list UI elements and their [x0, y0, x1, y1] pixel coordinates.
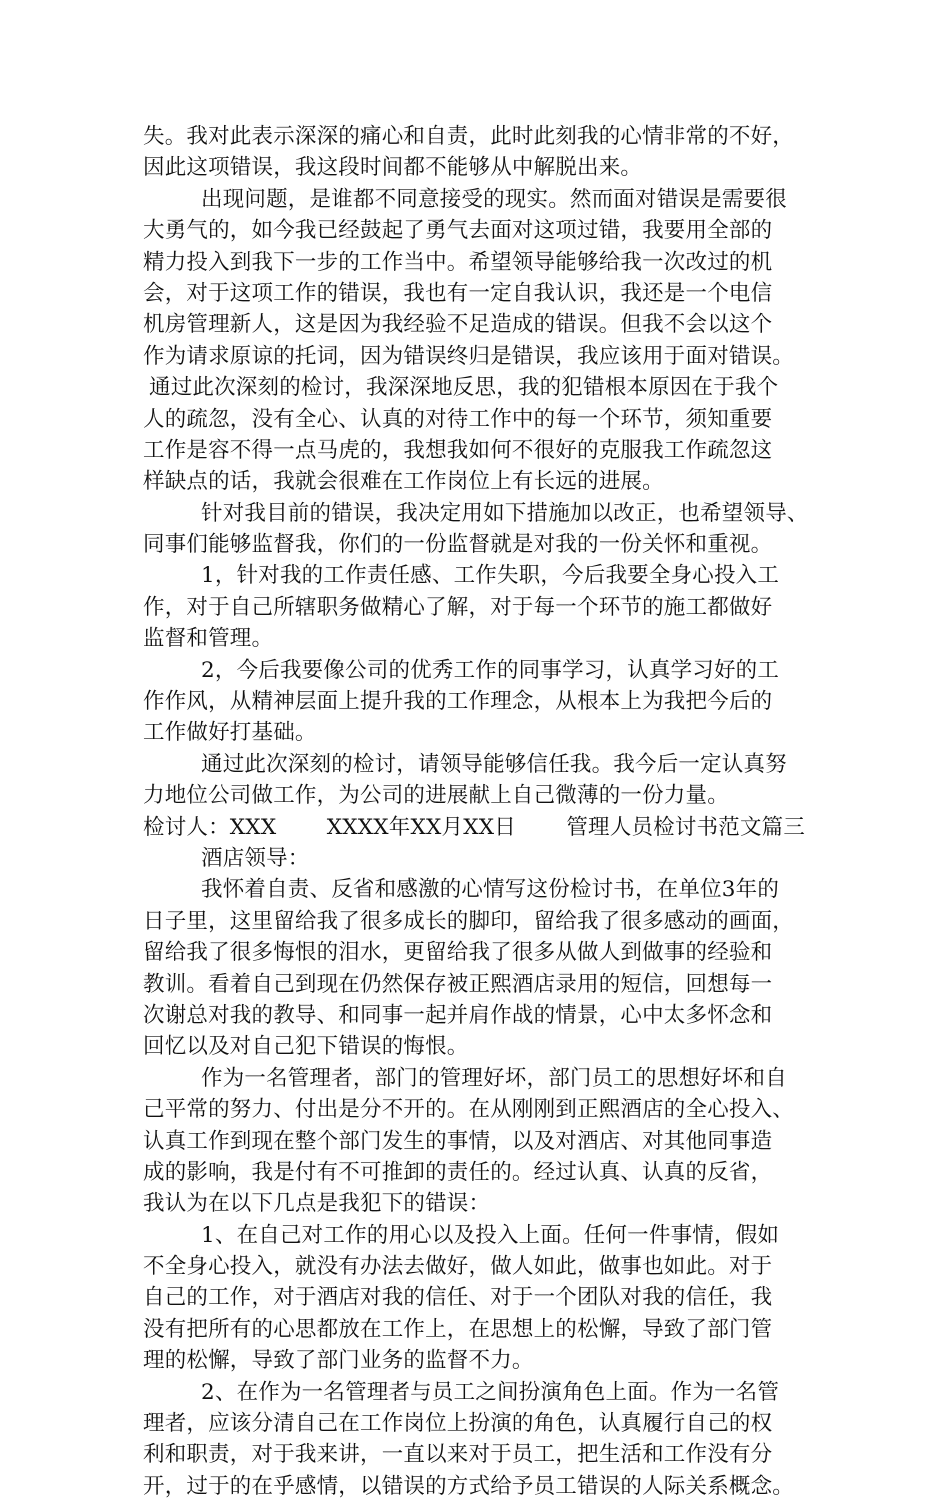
text-line: 2、在作为一名管理者与员工之间扮演角色上面。作为一名管	[201, 1379, 780, 1405]
text-line: 监督和管理。	[143, 626, 274, 652]
text-line: 利和职责，对于我来讲，一直以来对于员工，把生活和工作没有分	[143, 1442, 773, 1468]
text-line: 工作是容不得一点马虎的，我想我如何不很好的克服我工作疏忽这	[143, 437, 773, 463]
text-line: 检讨人：XXX XXXX年XX月XX日 管理人员检讨书范文篇三	[143, 814, 806, 840]
text-line: 人的疏忽，没有全心、认真的对待工作中的每一个环节，须知重要	[143, 406, 773, 432]
text-line: 机房管理新人，这是因为我经验不足造成的错误。但我不会以这个	[143, 312, 773, 338]
text-line: 样缺点的话，我就会很难在工作岗位上有长远的进展。	[143, 469, 664, 495]
text-line: 作作风，从精神层面上提升我的工作理念，从根本上为我把今后的	[143, 689, 773, 715]
text-line: 酒店领导：	[201, 845, 310, 871]
text-line: 失。我对此表示深深的痛心和自责，此时此刻我的心情非常的不好，	[143, 124, 795, 149]
text-line: 作为请求原谅的托词，因为错误终归是错误，我应该用于面对错误。	[143, 343, 795, 369]
text-line: 开，过于的在乎感情，以错误的方式给予员工错误的人际关系概念。	[143, 1473, 795, 1499]
text-line: 会，对于这项工作的错误，我也有一定自我认识，我还是一个电信	[143, 280, 773, 306]
text-line: 没有把所有的心思都放在工作上，在思想上的松懈，导致了部门管	[143, 1316, 773, 1342]
text-line: 成的影响，我是付有不可推卸的责任的。经过认真、认真的反省，	[143, 1159, 773, 1185]
text-line: 我认为在以下几点是我犯下的错误：	[143, 1191, 491, 1217]
text-line: 我怀着自责、反省和感激的心情写这份检讨书，在单位3年的	[201, 877, 780, 903]
text-line: 同事们能够监督我，你们的一份监督就是对我的一份关怀和重视。	[143, 532, 773, 558]
text-line: 己平常的努力、付出是分不开的。在从刚刚到正熙酒店的全心投入、	[143, 1097, 795, 1123]
text-line: 因此这项错误，我这段时间都不能够从中解脱出来。	[143, 155, 643, 181]
text-line: 通过此次深刻的检讨，请领导能够信任我。我今后一定认真努	[201, 751, 787, 777]
text-line: 1、在自己对工作的用心以及投入上面。任何一件事情，假如	[201, 1222, 780, 1248]
text-line: 大勇气的，如今我已经鼓起了勇气去面对这项过错，我要用全部的	[143, 218, 773, 244]
text-line: 留给我了很多悔恨的泪水，更留给我了很多从做人到做事的经验和	[143, 940, 773, 966]
text-line: 理的松懈，导致了部门业务的监督不力。	[143, 1348, 534, 1374]
document-body	[143, 121, 813, 1502]
text-line: 日子里，这里留给我了很多成长的脚印，留给我了很多感动的画面，	[143, 908, 795, 934]
text-line: 力地位公司做工作，为公司的进展献上自己微薄的一份力量。	[143, 783, 729, 809]
text-line: 理者，应该分清自己在工作岗位上扮演的角色，认真履行自己的权	[143, 1411, 773, 1437]
text-line: 自己的工作，对于酒店对我的信任、对于一个团队对我的信任，我	[143, 1285, 773, 1311]
text-line: 认真工作到现在整个部门发生的事情，以及对酒店、对其他同事造	[143, 1128, 773, 1154]
text-line: 2，今后我要像公司的优秀工作的同事学习，认真学习好的工	[201, 657, 780, 683]
text-line: 次谢总对我的教导、和同事一起并肩作战的情景，心中太多怀念和	[143, 1002, 773, 1028]
text-line: 通过此次深刻的检讨，我深深地反思，我的犯错根本原因在于我个	[149, 375, 779, 401]
text-line: 1，针对我的工作责任感、工作失职，今后我要全身心投入工	[201, 563, 780, 589]
text-line: 作，对于自己所辖职务做精心了解，对于每一个环节的施工都做好	[143, 594, 773, 620]
text-line: 教训。看着自己到现在仍然保存被正熙酒店录用的短信，回想每一	[143, 971, 773, 997]
text-line: 精力投入到我下一步的工作当中。希望领导能够给我一次改过的机	[143, 249, 773, 275]
text-line: 针对我目前的错误，我决定用如下措施加以改正，也希望领导、	[201, 500, 809, 526]
text-line: 作为一名管理者，部门的管理好坏，部门员工的思想好坏和自	[201, 1065, 787, 1091]
text-line: 出现问题，是谁都不同意接受的现实。然而面对错误是需要很	[201, 186, 787, 212]
text-line: 工作做好打基础。	[143, 720, 317, 746]
text-line: 不全身心投入，就没有办法去做好，做人如此，做事也如此。对于	[143, 1254, 773, 1280]
text-line: 回忆以及对自己犯下错误的悔恨。	[143, 1034, 469, 1060]
